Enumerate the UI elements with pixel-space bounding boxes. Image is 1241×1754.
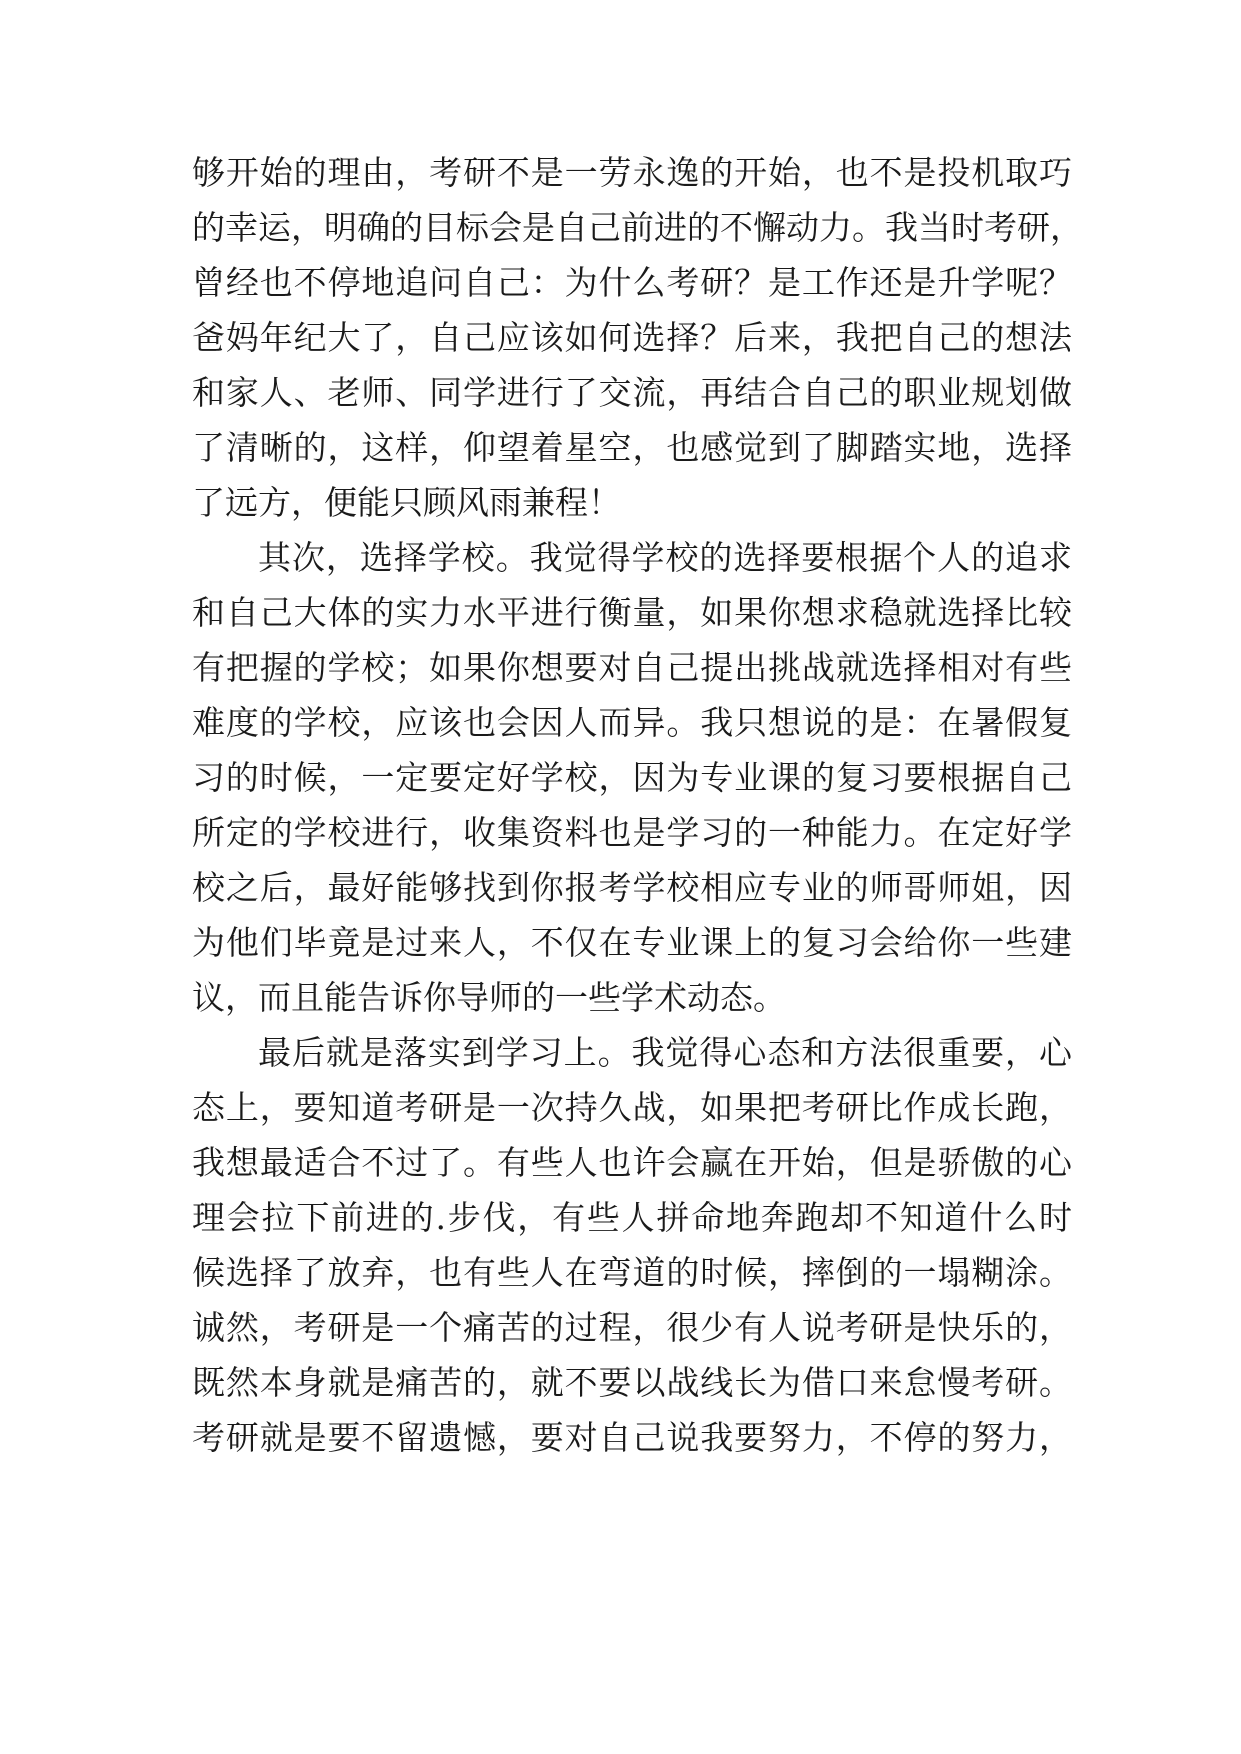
text-line: 和自己大体的实力水平进行衡量，如果你想求稳就选择比较 (192, 593, 1072, 632)
text-line: 习的时候，一定要定好学校，因为专业课的复习要根据自己 (192, 758, 1072, 797)
text-line: 考研就是要不留遗憾，要对自己说我要努力，不停的努力， (192, 1418, 1072, 1457)
text-line: 我想最适合不过了。有些人也许会赢在开始，但是骄傲的心 (192, 1143, 1072, 1182)
text-line: 理会拉下前进的.步伐，有些人拼命地奔跑却不知道什么时 (192, 1198, 1072, 1237)
text-line: 曾经也不停地追问自己：为什么考研？是工作还是升学呢？ (192, 263, 1072, 302)
text-line: 校之后，最好能够找到你报考学校相应专业的师哥师姐，因 (192, 868, 1072, 907)
paragraph-first-line: 其次，选择学校。我觉得学校的选择要根据个人的追求 (258, 538, 1072, 577)
text-line: 难度的学校，应该也会因人而异。我只想说的是：在暑假复 (192, 703, 1072, 742)
text-line: 既然本身就是痛苦的，就不要以战线长为借口来怠慢考研。 (192, 1363, 1072, 1402)
text-line: 和家人、老师、同学进行了交流，再结合自己的职业规划做 (192, 373, 1072, 412)
text-line: 诚然，考研是一个痛苦的过程，很少有人说考研是快乐的， (192, 1308, 1072, 1347)
text-line: 所定的学校进行，收集资料也是学习的一种能力。在定好学 (192, 813, 1072, 852)
text-line: 为他们毕竟是过来人，不仅在专业课上的复习会给你一些建 (192, 923, 1072, 962)
text-line: 了远方，便能只顾风雨兼程！ (192, 483, 621, 522)
text-line: 态上，要知道考研是一次持久战，如果把考研比作成长跑， (192, 1088, 1072, 1127)
document-body (192, 145, 1083, 1465)
text-line: 有把握的学校；如果你想要对自己提出挑战就选择相对有些 (192, 648, 1072, 687)
text-line: 议，而且能告诉你导师的一些学术动态。 (192, 978, 786, 1017)
text-line: 爸妈年纪大了，自己应该如何选择？后来，我把自己的想法 (192, 318, 1072, 357)
text-line: 候选择了放弃，也有些人在弯道的时候，摔倒的一塌糊涂。 (192, 1253, 1072, 1292)
paragraph-first-line: 最后就是落实到学习上。我觉得心态和方法很重要，心 (258, 1033, 1072, 1072)
text-line: 了清晰的，这样，仰望着星空，也感觉到了脚踏实地，选择 (192, 428, 1072, 467)
text-line: 够开始的理由，考研不是一劳永逸的开始，也不是投机取巧 (192, 153, 1072, 192)
text-line: 的幸运，明确的目标会是自己前进的不懈动力。我当时考研， (192, 208, 1083, 247)
